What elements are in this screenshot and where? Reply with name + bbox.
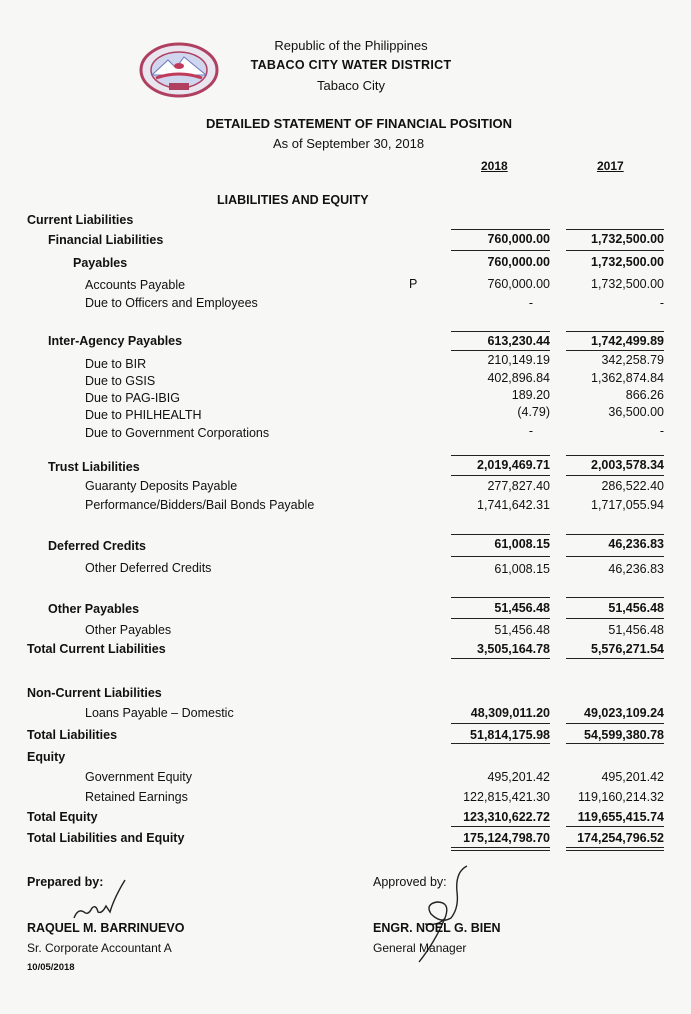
row-label: Due to PAG-IBIG bbox=[85, 391, 180, 405]
row-label: Equity bbox=[27, 750, 66, 764]
rule-line bbox=[451, 250, 550, 251]
row-label: Trust Liabilities bbox=[48, 460, 140, 474]
rule-line bbox=[566, 723, 664, 724]
row-label: Non-Current Liabilities bbox=[27, 686, 162, 700]
row-value-2018: 277,827.40 bbox=[487, 479, 550, 493]
row-value-2017: 286,522.40 bbox=[601, 479, 664, 493]
row-value-2017: 1,362,874.84 bbox=[591, 371, 664, 385]
row-value-2017: - bbox=[659, 424, 664, 438]
row-value-2018: 189.20 bbox=[511, 388, 550, 402]
prepared-signature bbox=[70, 878, 130, 923]
row-value-2018: 1,741,642.31 bbox=[477, 498, 550, 512]
rule-line bbox=[451, 658, 550, 659]
row-value-2018: 48,309,011.20 bbox=[470, 706, 550, 720]
row-label: Other Payables bbox=[48, 602, 140, 616]
row-value-2018: 61,008.15 bbox=[494, 537, 550, 551]
row-value-2017: 119,160,214.32 bbox=[578, 790, 664, 804]
approved-signature bbox=[395, 862, 475, 972]
rule-line bbox=[566, 455, 664, 456]
row-value-2017: 342,258.79 bbox=[601, 353, 664, 367]
rule-line bbox=[451, 331, 550, 332]
approved-by-name: ENGR. NOEL G. BIEN bbox=[373, 921, 501, 935]
row-label: Retained Earnings bbox=[85, 790, 188, 804]
row-value-2017: 5,576,271.54 bbox=[591, 642, 664, 656]
row-label: Total Liabilities and Equity bbox=[27, 831, 185, 845]
row-value-2018: 613,230.44 bbox=[487, 334, 550, 348]
section-heading: LIABILITIES AND EQUITY bbox=[217, 193, 369, 207]
row-value-2018: 51,456.48 bbox=[494, 601, 550, 615]
row-label: Financial Liabilities bbox=[48, 233, 164, 247]
row-label: Current Liabilities bbox=[27, 213, 134, 227]
row-value-2017: 495,201.42 bbox=[601, 770, 664, 784]
row-value-2017: 1,732,500.00 bbox=[591, 255, 664, 269]
row-value-2017: 36,500.00 bbox=[608, 405, 664, 419]
rule-line bbox=[566, 556, 664, 557]
row-label: Due to Government Corporations bbox=[85, 426, 270, 440]
row-label: Due to BIR bbox=[85, 357, 147, 371]
row-label: Deferred Credits bbox=[48, 539, 146, 553]
prepared-by-name: RAQUEL M. BARRINUEVO bbox=[27, 921, 185, 935]
row-value-2017: 119,655,415.74 bbox=[577, 810, 664, 824]
row-value-2018: - bbox=[528, 296, 533, 310]
approved-by-title: General Manager bbox=[373, 941, 467, 955]
rule-line bbox=[566, 597, 664, 598]
row-value-2018: 61,008.15 bbox=[494, 562, 550, 576]
rule-line bbox=[451, 597, 550, 598]
column-header-2018: 2018 bbox=[481, 159, 508, 173]
rule-line bbox=[566, 850, 664, 851]
row-value-2018: 760,000.00 bbox=[487, 277, 550, 291]
row-label: Other Deferred Credits bbox=[85, 561, 212, 575]
rule-line bbox=[451, 826, 550, 827]
rule-line bbox=[566, 743, 664, 744]
rule-line bbox=[451, 723, 550, 724]
rule-line bbox=[451, 847, 550, 848]
row-value-2018: 3,505,164.78 bbox=[477, 642, 550, 656]
row-value-2017: 866.26 bbox=[625, 388, 664, 402]
rule-line bbox=[451, 534, 550, 535]
row-value-2018: (4.79) bbox=[517, 405, 550, 419]
rule-line bbox=[566, 331, 664, 332]
rule-line bbox=[451, 455, 550, 456]
row-label: Inter-Agency Payables bbox=[48, 334, 183, 348]
row-value-2018: 760,000.00 bbox=[487, 255, 550, 269]
row-value-2017: 1,732,500.00 bbox=[591, 232, 664, 246]
row-value-2017: 46,236.83 bbox=[608, 562, 664, 576]
row-value-2018: 175,124,798.70 bbox=[463, 831, 550, 845]
row-label: Due to GSIS bbox=[85, 374, 156, 388]
column-header-2017: 2017 bbox=[597, 159, 624, 173]
row-value-2017: 49,023,109.24 bbox=[584, 706, 664, 720]
rule-line bbox=[451, 618, 550, 619]
row-value-2017: 1,717,055.94 bbox=[591, 498, 664, 512]
rule-line bbox=[566, 618, 664, 619]
row-value-2017: 174,254,796.52 bbox=[577, 831, 664, 845]
row-value-2018: 402,896.84 bbox=[487, 371, 550, 385]
rule-line bbox=[451, 229, 550, 230]
prepared-by-label: Prepared by: bbox=[27, 875, 104, 889]
row-value-2017: 51,456.48 bbox=[608, 601, 664, 615]
row-value-2018: 122,815,421.30 bbox=[463, 790, 550, 804]
row-value-2018: 51,456.48 bbox=[494, 623, 550, 637]
row-label: Total Liabilities bbox=[27, 728, 118, 742]
row-value-2017: 1,742,499.89 bbox=[591, 334, 664, 348]
row-label: Government Equity bbox=[85, 770, 192, 784]
header-agency-name: TABACO CITY WATER DISTRICT bbox=[250, 58, 452, 72]
rule-line bbox=[566, 229, 664, 230]
row-label: Loans Payable – Domestic bbox=[85, 706, 234, 720]
row-value-2017: 51,456.48 bbox=[608, 623, 664, 637]
rule-line bbox=[566, 847, 664, 848]
row-value-2018: 51,814,175.98 bbox=[470, 728, 550, 742]
row-value-2018: 495,201.42 bbox=[487, 770, 550, 784]
row-value-2017: - bbox=[659, 296, 664, 310]
rule-line bbox=[451, 350, 550, 351]
rule-line bbox=[451, 743, 550, 744]
rule-line bbox=[451, 475, 550, 476]
row-label: Guaranty Deposits Payable bbox=[85, 479, 238, 493]
row-label: Accounts Payable bbox=[85, 278, 186, 292]
row-label: Other Payables bbox=[85, 623, 172, 637]
row-label: Performance/Bidders/Bail Bonds Payable bbox=[85, 498, 315, 512]
row-value-2017: 46,236.83 bbox=[608, 537, 664, 551]
rule-line bbox=[566, 350, 664, 351]
rule-line bbox=[566, 534, 664, 535]
rule-line bbox=[451, 556, 550, 557]
rule-line bbox=[566, 475, 664, 476]
row-value-2018: 210,149.19 bbox=[487, 353, 550, 367]
rule-line bbox=[566, 250, 664, 251]
peso-sign: P bbox=[409, 277, 418, 291]
header-republic: Republic of the Philippines bbox=[274, 38, 428, 53]
row-value-2017: 2,003,578.34 bbox=[591, 458, 664, 472]
row-value-2018: - bbox=[528, 424, 533, 438]
statement-date: As of September 30, 2018 bbox=[273, 136, 425, 151]
header-city: Tabaco City bbox=[317, 78, 385, 93]
row-label: Total Current Liabilities bbox=[27, 642, 166, 656]
row-label: Due to Officers and Employees bbox=[85, 296, 258, 310]
row-label: Due to PHILHEALTH bbox=[85, 408, 202, 422]
rule-line bbox=[566, 658, 664, 659]
rule-line bbox=[451, 850, 550, 851]
rule-line bbox=[566, 826, 664, 827]
row-value-2017: 54,599,380.78 bbox=[584, 728, 664, 742]
row-value-2018: 2,019,469.71 bbox=[477, 458, 550, 472]
water-district-seal-logo bbox=[138, 42, 220, 98]
prepared-date: 10/05/2018 bbox=[27, 962, 75, 973]
approved-by-label: Approved by: bbox=[373, 875, 447, 889]
prepared-by-title: Sr. Corporate Accountant A bbox=[27, 941, 172, 955]
row-label: Payables bbox=[73, 256, 128, 270]
row-label: Total Equity bbox=[27, 810, 98, 824]
row-value-2017: 1,732,500.00 bbox=[591, 277, 664, 291]
row-value-2018: 123,310,622.72 bbox=[463, 810, 550, 824]
statement-title: DETAILED STATEMENT OF FINANCIAL POSITION bbox=[206, 116, 512, 131]
row-value-2018: 760,000.00 bbox=[487, 232, 550, 246]
